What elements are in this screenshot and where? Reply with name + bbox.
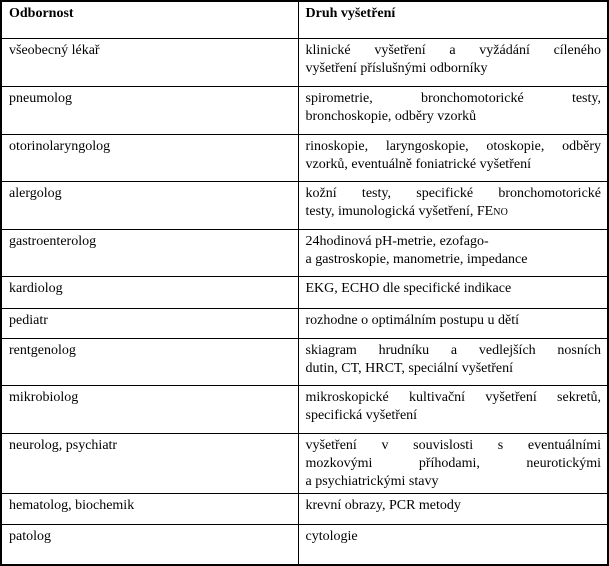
examination-line: cytologie [305,528,358,544]
specialty-cell: pneumolog [1,86,298,134]
examination-line: a psychiatrickými stavy [305,473,439,489]
examination-line: bronchoskopie, odběry vzorků [305,108,477,124]
examination-cell [298,338,608,385]
specialty-cell: hematolog, biochemik [1,493,298,524]
specialty-cell: neurolog, psychiatr [1,433,298,493]
examination-cell [298,433,608,493]
examination-line: mozkovými příhodami, neurotickými [305,455,601,471]
table-body [1,38,608,565]
column-header-odbornost: Odbornost [1,1,298,38]
examination-cell [298,86,608,134]
specialty-cell: gastroenterolog [1,229,298,276]
table-row [1,86,608,134]
specialty-cell: otorinolaryngolog [1,134,298,181]
table-row [1,433,608,493]
specialty-cell: kardiolog [1,276,298,308]
examination-cell [298,308,608,338]
table-header [1,1,608,38]
column-header-druh-vysetreni: Druh vyšetření [298,1,608,38]
table-row [1,181,608,229]
table-row [1,493,608,524]
examination-line: rinoskopie, laryngoskopie, otoskopie, odběry [305,138,601,154]
specialty-cell: všeobecný lékař [1,38,298,86]
examination-line: a gastroskopie, manometrie, impedance [305,251,528,267]
examination-line: vzorků, eventuálně foniatrické vyšetření [305,156,531,172]
examination-cell [298,493,608,524]
examination-line: kožní testy, specifické bronchomotorické [305,185,601,201]
header-row [1,1,608,38]
examination-cell [298,38,608,86]
specialty-cell: pediatr [1,308,298,338]
examination-cell [298,524,608,565]
examination-line: dutin, CT, HRCT, speciální vyšetření [305,360,514,376]
examination-line: testy, imunologická vyšetření, FENO [305,203,509,219]
examination-cell [298,385,608,433]
specialty-cell: patolog [1,524,298,565]
table-row [1,524,608,565]
examination-line: 24hodinová pH-metrie, ezofago- [305,233,489,249]
table-row [1,134,608,181]
examination-line: specifická vyšetření [305,407,418,423]
examination-line: EKG, ECHO dle specifické indikace [305,280,512,296]
examination-cell [298,134,608,181]
examination-cell [298,276,608,308]
feno-subscript: NO [493,206,509,218]
examination-line: spirometrie, bronchomotorické testy, [305,90,601,106]
examination-cell [298,229,608,276]
table-row [1,308,608,338]
examination-line: vyšetření v souvislosti s eventuálními [305,437,601,453]
examination-line: skiagram hrudníku a vedlejších nosních [305,342,601,358]
table-row [1,385,608,433]
examination-line: rozhodne o optimálním postupu u dětí [305,312,519,328]
table-row [1,229,608,276]
table-row [1,338,608,385]
examination-line: mikroskopické kultivační vyšetření sekretů, [305,389,601,405]
examination-line: klinické vyšetření a vyžádání cíleného [305,42,601,58]
specialty-cell: alergolog [1,181,298,229]
specialty-cell: mikrobiolog [1,385,298,433]
specialty-cell: rentgenolog [1,338,298,385]
table-row [1,38,608,86]
examination-line: vyšetření příslušnými odborníky [305,60,488,76]
table-row [1,276,608,308]
examination-line: krevní obrazy, PCR metody [305,497,461,513]
examination-cell [298,181,608,229]
